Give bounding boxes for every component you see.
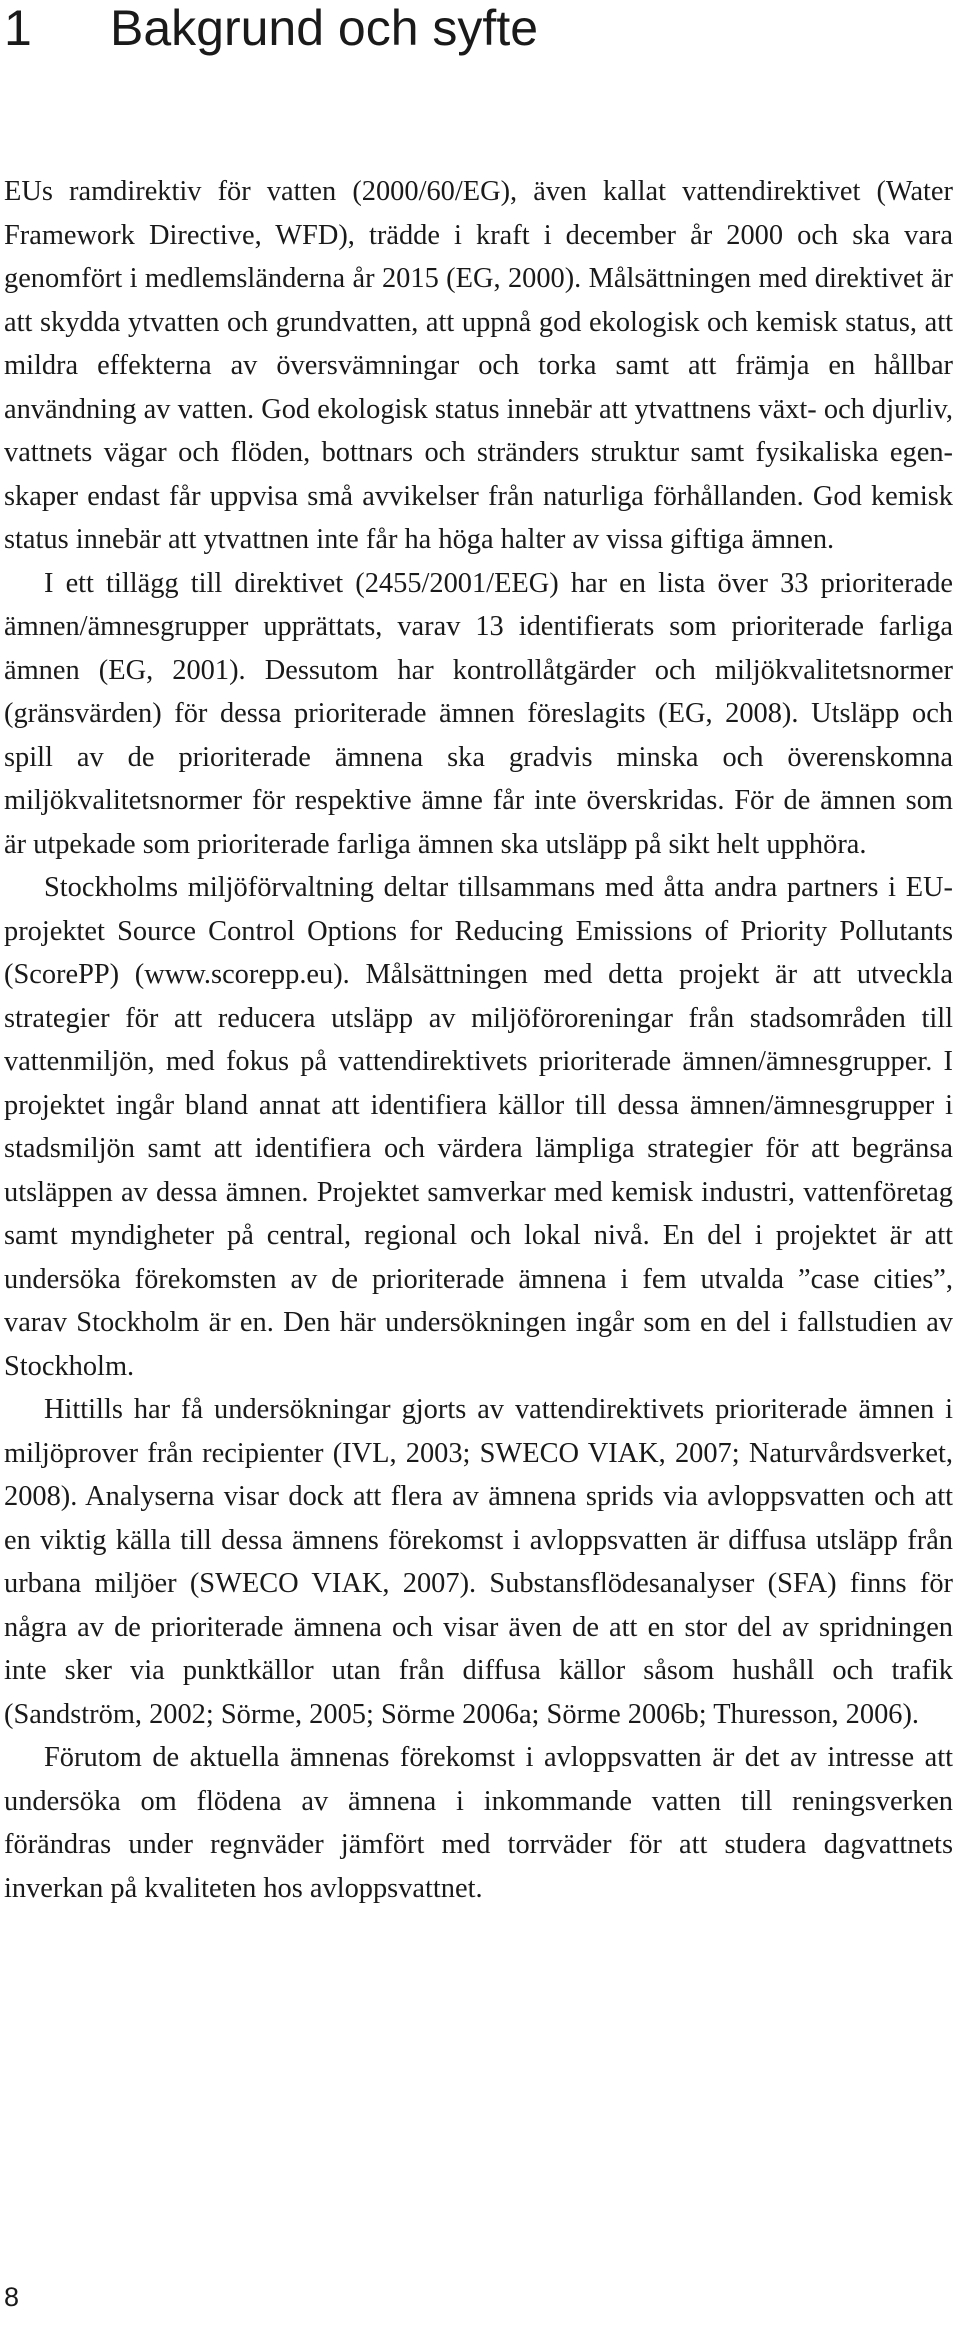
chapter-number: 1 (4, 0, 32, 56)
paragraph-4: Hittills har få undersökningar gjorts av vattendirektivets prioriterade ämnen i miljöprover från recipienter (IVL, 2003; SWECO VIAK, 2007; Naturvårdsverket, 2008). Analyserna visar dock att flera av ämnena sprids via avloppsvatten och att en viktig källa till dessa ämnens förekomst i avloppsvatten är diffusa utsläpp från urbana miljöer (SWECO VIAK, 2007). Substansflödesanalyser (SFA) finns för några av de prioriterade ämnena och visar även de att en stor del av spridningen inte sker via punktkällor utan från diffusa källor såsom hushåll och trafik (Sandström, 2002; Sörme, 2005; Sörme 2006a; Sörme 2006b; Thuresson, 2006). (4, 1394, 953, 1730)
page-number: 8 (4, 2282, 20, 2312)
paragraph-1: EUs ramdirektiv för vatten (2000/60/EG), även kallat vattendirektivet (Water Framework Directive, WFD), trädde i kraft i december år 2000 och ska vara genomfört i medlemsländerna år 2015 (EG, 2000). Målsättningen med direktivet är att skydda ytvatten och grundvatten, att uppnå god ekologisk och kemisk status, att mildra effekterna av översvämningar och torka samt att främja en hållbar användning av vatten. God ekologisk status innebär att ytvattnens växt- och djurliv, vattnets vägar och flöden, bottnars och stränders struktur samt fysikaliska egenskaper endast får uppvisa små avvikelser från naturliga förhållanden. God kemisk status innebär att ytvattnen inte får ha höga halter av vissa giftiga ämnen. (4, 176, 953, 555)
paragraph-5: Förutom de aktuella ämnenas förekomst i avloppsvatten är det av intresse att undersöka om flödena av ämnena i inkommande vatten till reningsverken förändras under regnväder jämfört med torrväder för att studera dagvattnets inverkan på kvaliteten hos avloppsvattnet. (4, 1742, 953, 1904)
body-text (4, 170, 953, 1910)
paragraph-3: Stockholms miljöförvaltning deltar tillsammans med åtta andra partners i EU-projektet Source Control Options for Reducing Emissions of Priority Pollutants (ScorePP) (www.scorepp.eu). Målsättningen med detta projekt är att utveckla strategier för att reducera utsläpp av miljöföroreningar från stadsområden till vattenmiljön, med fokus på vattendirektivets prioriterade ämnen/ämnesgrupper. I projektet ingår bland annat att identifiera källor till dessa ämnen/ämnesgrupper i stadsmiljön samt att identifiera och värdera lämpliga strategier för att begränsa utsläppen av dessa ämnen. Projektet samverkar med kemisk industri, vattenföretag samt myndigheter på central, regional och lokal nivå. En del i projektet är att undersöka förekomsten av de prioriterade ämnena i fem utvalda ”case cities”, varav Stockholm är en. Den här undersökningen ingår som en del i fallstudien av Stockholm. (4, 872, 953, 1382)
paragraph-2: I ett tillägg till direktivet (2455/2001/EEG) har en lista över 33 prioriterade ämnen/ämnesgrupper upprättats, varav 13 identifierats som prioriterade farliga ämnen (EG, 2001). Dessutom har kontrollåtgärder och miljökvalitetsnormer (gränsvärden) för dessa prioriterade ämnen föreslagits (EG, 2008). Utsläpp och spill av de prioriterade ämnena ska gradvis minska och överenskomna miljökvalitetsnormer för respektive ämne får inte överskridas. För de ämnen som är utpekade som prioriterade farliga ämnen ska utsläpp på sikt helt upphöra. (4, 567, 953, 860)
chapter-title: Bakgrund och syfte (110, 0, 539, 56)
chapter-heading (4, 0, 944, 56)
